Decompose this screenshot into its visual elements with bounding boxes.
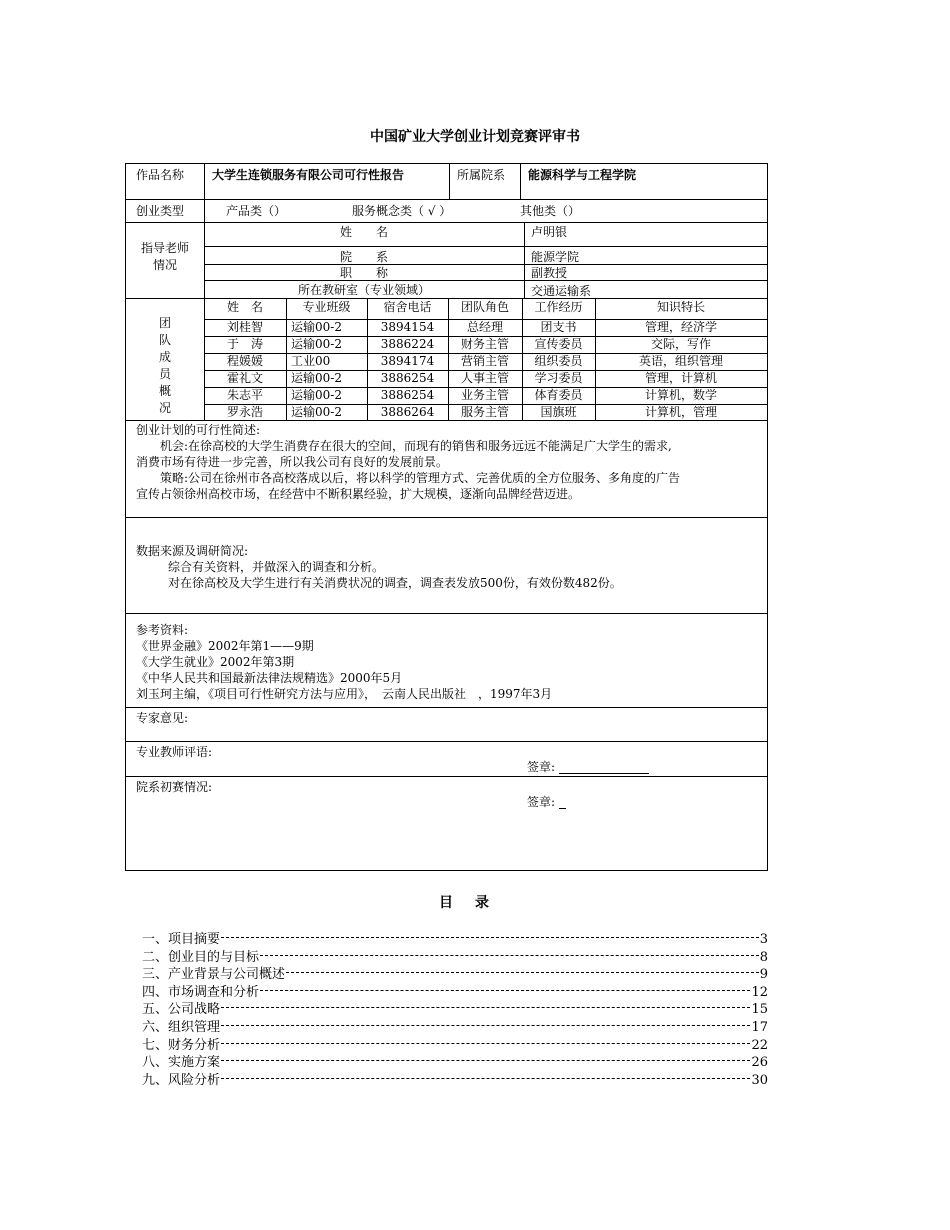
team-cell: 刘桂智 — [226, 320, 263, 334]
document-title: 中国矿业大学创业计划竞赛评审书 — [370, 129, 580, 145]
toc-leader — [260, 955, 759, 956]
team-cell: 人事主管 — [460, 371, 509, 385]
team-cell: 体育委员 — [534, 388, 583, 402]
dept-review-label: 院系初赛情况: — [136, 780, 213, 794]
toc-title: 目录 — [439, 895, 511, 911]
toc-entry-label: 三、产业背景与公司概述 — [142, 967, 286, 983]
col-divider — [286, 298, 287, 420]
team-cell: 霍礼文 — [226, 371, 263, 385]
teacher-label: 专业教师评语: — [136, 745, 213, 759]
plan-line: 宣传占领徐州高校市场，在经营中不断积累经验，扩大规模，逐渐向品牌经营迈进。 — [136, 487, 581, 501]
team-cell: 国旗班 — [540, 405, 577, 419]
team-label-char: 队 — [158, 333, 171, 347]
team-header-cell: 宿舍电话 — [383, 300, 432, 314]
signature-line[interactable] — [559, 796, 566, 809]
advisor-college-label: 院 系 — [339, 250, 388, 264]
team-cell: 3894154 — [380, 320, 435, 334]
toc-leader — [221, 937, 759, 938]
row-divider — [204, 264, 767, 265]
team-cell: 交际，写作 — [650, 337, 711, 351]
row-divider — [126, 517, 767, 518]
type-service: 服务概念类（ √ ） — [352, 204, 452, 218]
toc-entry-label: 七、财务分析 — [142, 1037, 221, 1053]
col-divider — [524, 222, 525, 298]
plan-line: 策略:公司在徐州市各高校落成以后，将以科学的管理方式、完善优质的全方位服务、多角度的广告 — [160, 471, 681, 485]
team-label-char: 况 — [158, 401, 171, 415]
dept-signature — [527, 795, 566, 809]
row-divider — [126, 222, 767, 223]
toc-entry-page: 22 — [751, 1037, 768, 1053]
row-divider — [126, 420, 767, 421]
dept-value: 能源科学与工程学院 — [528, 168, 637, 182]
team-header-cell: 专业班级 — [302, 300, 351, 314]
team-cell: 3894174 — [380, 354, 435, 368]
plan-line: 消费市场有待进一步完善，所以我公司有良好的发展前景。 — [136, 455, 449, 469]
team-cell: 组织委员 — [534, 354, 583, 368]
toc-entry[interactable] — [142, 949, 768, 966]
team-cell: 总经理 — [466, 320, 503, 334]
toc-entry-label: 五、公司战略 — [142, 1002, 221, 1018]
row-divider — [204, 246, 767, 247]
advisor-label-1: 指导老师 — [140, 241, 189, 255]
advisor-name-label: 姓 名 — [339, 225, 388, 239]
toc-entry-label: 六、组织管理 — [142, 1020, 221, 1035]
advisor-name-value: 卢明银 — [531, 225, 568, 239]
row-divider — [204, 280, 767, 281]
toc-leader — [286, 972, 759, 973]
toc-entry-page: 9 — [759, 967, 768, 983]
work-name-label: 作品名称 — [136, 168, 185, 182]
ref-heading: 参考资料: — [136, 623, 189, 637]
type-label: 创业类型 — [136, 204, 185, 218]
team-cell: 3886254 — [380, 371, 435, 385]
advisor-college-value: 能源学院 — [531, 250, 580, 264]
toc-entry[interactable] — [142, 966, 768, 983]
ref-line: 刘玉珂主编，《项目可行性研究方法与应用》， 云南人民出版社 ，1997年3月 — [136, 687, 553, 701]
team-cell: 程媛媛 — [226, 354, 263, 368]
advisor-label-2: 情况 — [152, 258, 177, 272]
team-cell: 管理，经济学 — [644, 320, 717, 334]
ref-line: 《大学生就业》2002年第3期 — [136, 655, 295, 669]
toc-entry-page: 8 — [759, 949, 768, 965]
row-divider — [126, 776, 767, 777]
row-divider — [126, 199, 767, 200]
team-header-cell: 知识特长 — [656, 300, 705, 314]
col-divider — [449, 164, 450, 199]
team-label-char: 员 — [158, 367, 171, 381]
team-cell: 营销主管 — [460, 354, 509, 368]
toc-entry-page: 12 — [751, 984, 768, 1000]
team-cell: 3886224 — [380, 337, 435, 351]
team-cell: 运输00-2 — [291, 371, 342, 385]
team-cell: 罗永浩 — [226, 405, 263, 419]
row-divider — [126, 613, 767, 614]
data-heading: 数据来源及调研简况: — [136, 544, 249, 558]
toc-entry[interactable] — [142, 1019, 768, 1036]
toc-entry-label: 九、风险分析 — [142, 1072, 221, 1088]
team-label-char: 团 — [158, 316, 171, 330]
sign-label: 签章: — [527, 760, 556, 774]
toc-entry[interactable] — [142, 1037, 768, 1054]
sign-label: 签章: — [527, 795, 556, 809]
toc-leader — [221, 1078, 750, 1079]
toc-entry-label: 二、创业目的与目标 — [142, 949, 260, 965]
team-label-char: 成 — [158, 350, 171, 364]
toc-leader — [221, 1060, 750, 1061]
dept-label: 所属院系 — [457, 168, 506, 182]
data-line: 综合有关资料，并做深入的调查和分析。 — [168, 560, 385, 574]
team-cell: 运输00-2 — [291, 337, 342, 351]
toc-entry-page: 17 — [751, 1020, 768, 1035]
team-cell: 3886264 — [380, 405, 435, 419]
toc-entry[interactable] — [142, 1001, 768, 1018]
toc-leader — [260, 990, 750, 991]
advisor-title-label: 职 称 — [339, 266, 388, 280]
toc-entry-label: 八、实施方案 — [142, 1055, 221, 1071]
team-cell: 管理，计算机 — [644, 371, 717, 385]
expert-label: 专家意见: — [136, 711, 189, 725]
work-name-value: 大学生连锁服务有限公司可行性报告 — [212, 168, 405, 182]
team-header-cell: 工作经历 — [534, 300, 583, 314]
team-cell: 业务主管 — [460, 388, 509, 402]
team-cell: 计算机，数学 — [644, 388, 717, 402]
signature-line[interactable] — [559, 761, 649, 774]
team-cell: 工业00 — [291, 354, 331, 368]
review-form — [125, 163, 768, 871]
team-cell: 团支书 — [540, 320, 577, 334]
row-divider — [126, 707, 767, 708]
team-cell: 服务主管 — [460, 405, 509, 419]
team-label-char: 概 — [158, 384, 171, 398]
advisor-office-value: 交通运输系 — [531, 284, 592, 298]
toc-entry-page: 15 — [751, 1002, 768, 1018]
toc-entry[interactable] — [142, 984, 768, 1001]
ref-line: 《中华人民共和国最新法律法规精选》2000年5月 — [136, 671, 403, 685]
teacher-signature — [527, 760, 649, 774]
toc-entry-label: 四、市场调查和分析 — [142, 984, 260, 1000]
team-cell: 运输00-2 — [291, 405, 342, 419]
toc-leader — [221, 1025, 750, 1026]
toc-leader — [221, 1043, 750, 1044]
type-product: 产品类（） — [226, 204, 287, 218]
advisor-office-label: 所在教研室（专业领域） — [297, 283, 430, 297]
col-divider — [520, 164, 521, 199]
team-cell: 计算机，管理 — [644, 405, 717, 419]
toc-entry-label: 一、项目摘要 — [142, 932, 221, 947]
team-cell: 3886254 — [380, 388, 435, 402]
row-divider — [126, 298, 767, 299]
toc-entry[interactable] — [142, 931, 768, 948]
toc-entry-page: 3 — [759, 932, 768, 947]
team-header-cell: 团队角色 — [460, 300, 509, 314]
team-cell: 财务主管 — [460, 337, 509, 351]
toc-entry-page: 26 — [751, 1055, 768, 1071]
team-header-cell: 姓 名 — [226, 300, 263, 314]
team-cell: 运输00-2 — [291, 320, 342, 334]
row-divider — [126, 741, 767, 742]
type-other: 其他类（） — [520, 204, 581, 218]
toc-entry[interactable] — [142, 1072, 768, 1089]
team-cell: 于 涛 — [226, 337, 263, 351]
ref-line: 《世界金融》2002年第1——9期 — [136, 639, 314, 653]
team-cell: 运输00-2 — [291, 388, 342, 402]
toc-entry[interactable] — [142, 1054, 768, 1071]
team-cell: 学习委员 — [534, 371, 583, 385]
advisor-title-value: 副教授 — [531, 266, 568, 280]
toc-entry-page: 30 — [751, 1072, 768, 1088]
team-cell: 英语，组织管理 — [638, 354, 723, 368]
data-line: 对在徐高校及大学生进行有关消费状况的调查，调查表发放500份，有效份数482份。 — [168, 576, 622, 590]
plan-line: 机会:在徐高校的大学生消费存在很大的空间，而现有的销售和服务远远不能满足广大学生的需求, — [160, 439, 672, 453]
plan-heading: 创业计划的可行性简述: — [136, 423, 261, 437]
team-cell: 宣传委员 — [534, 337, 583, 351]
team-cell: 朱志平 — [226, 388, 263, 402]
toc-leader — [221, 1007, 750, 1008]
